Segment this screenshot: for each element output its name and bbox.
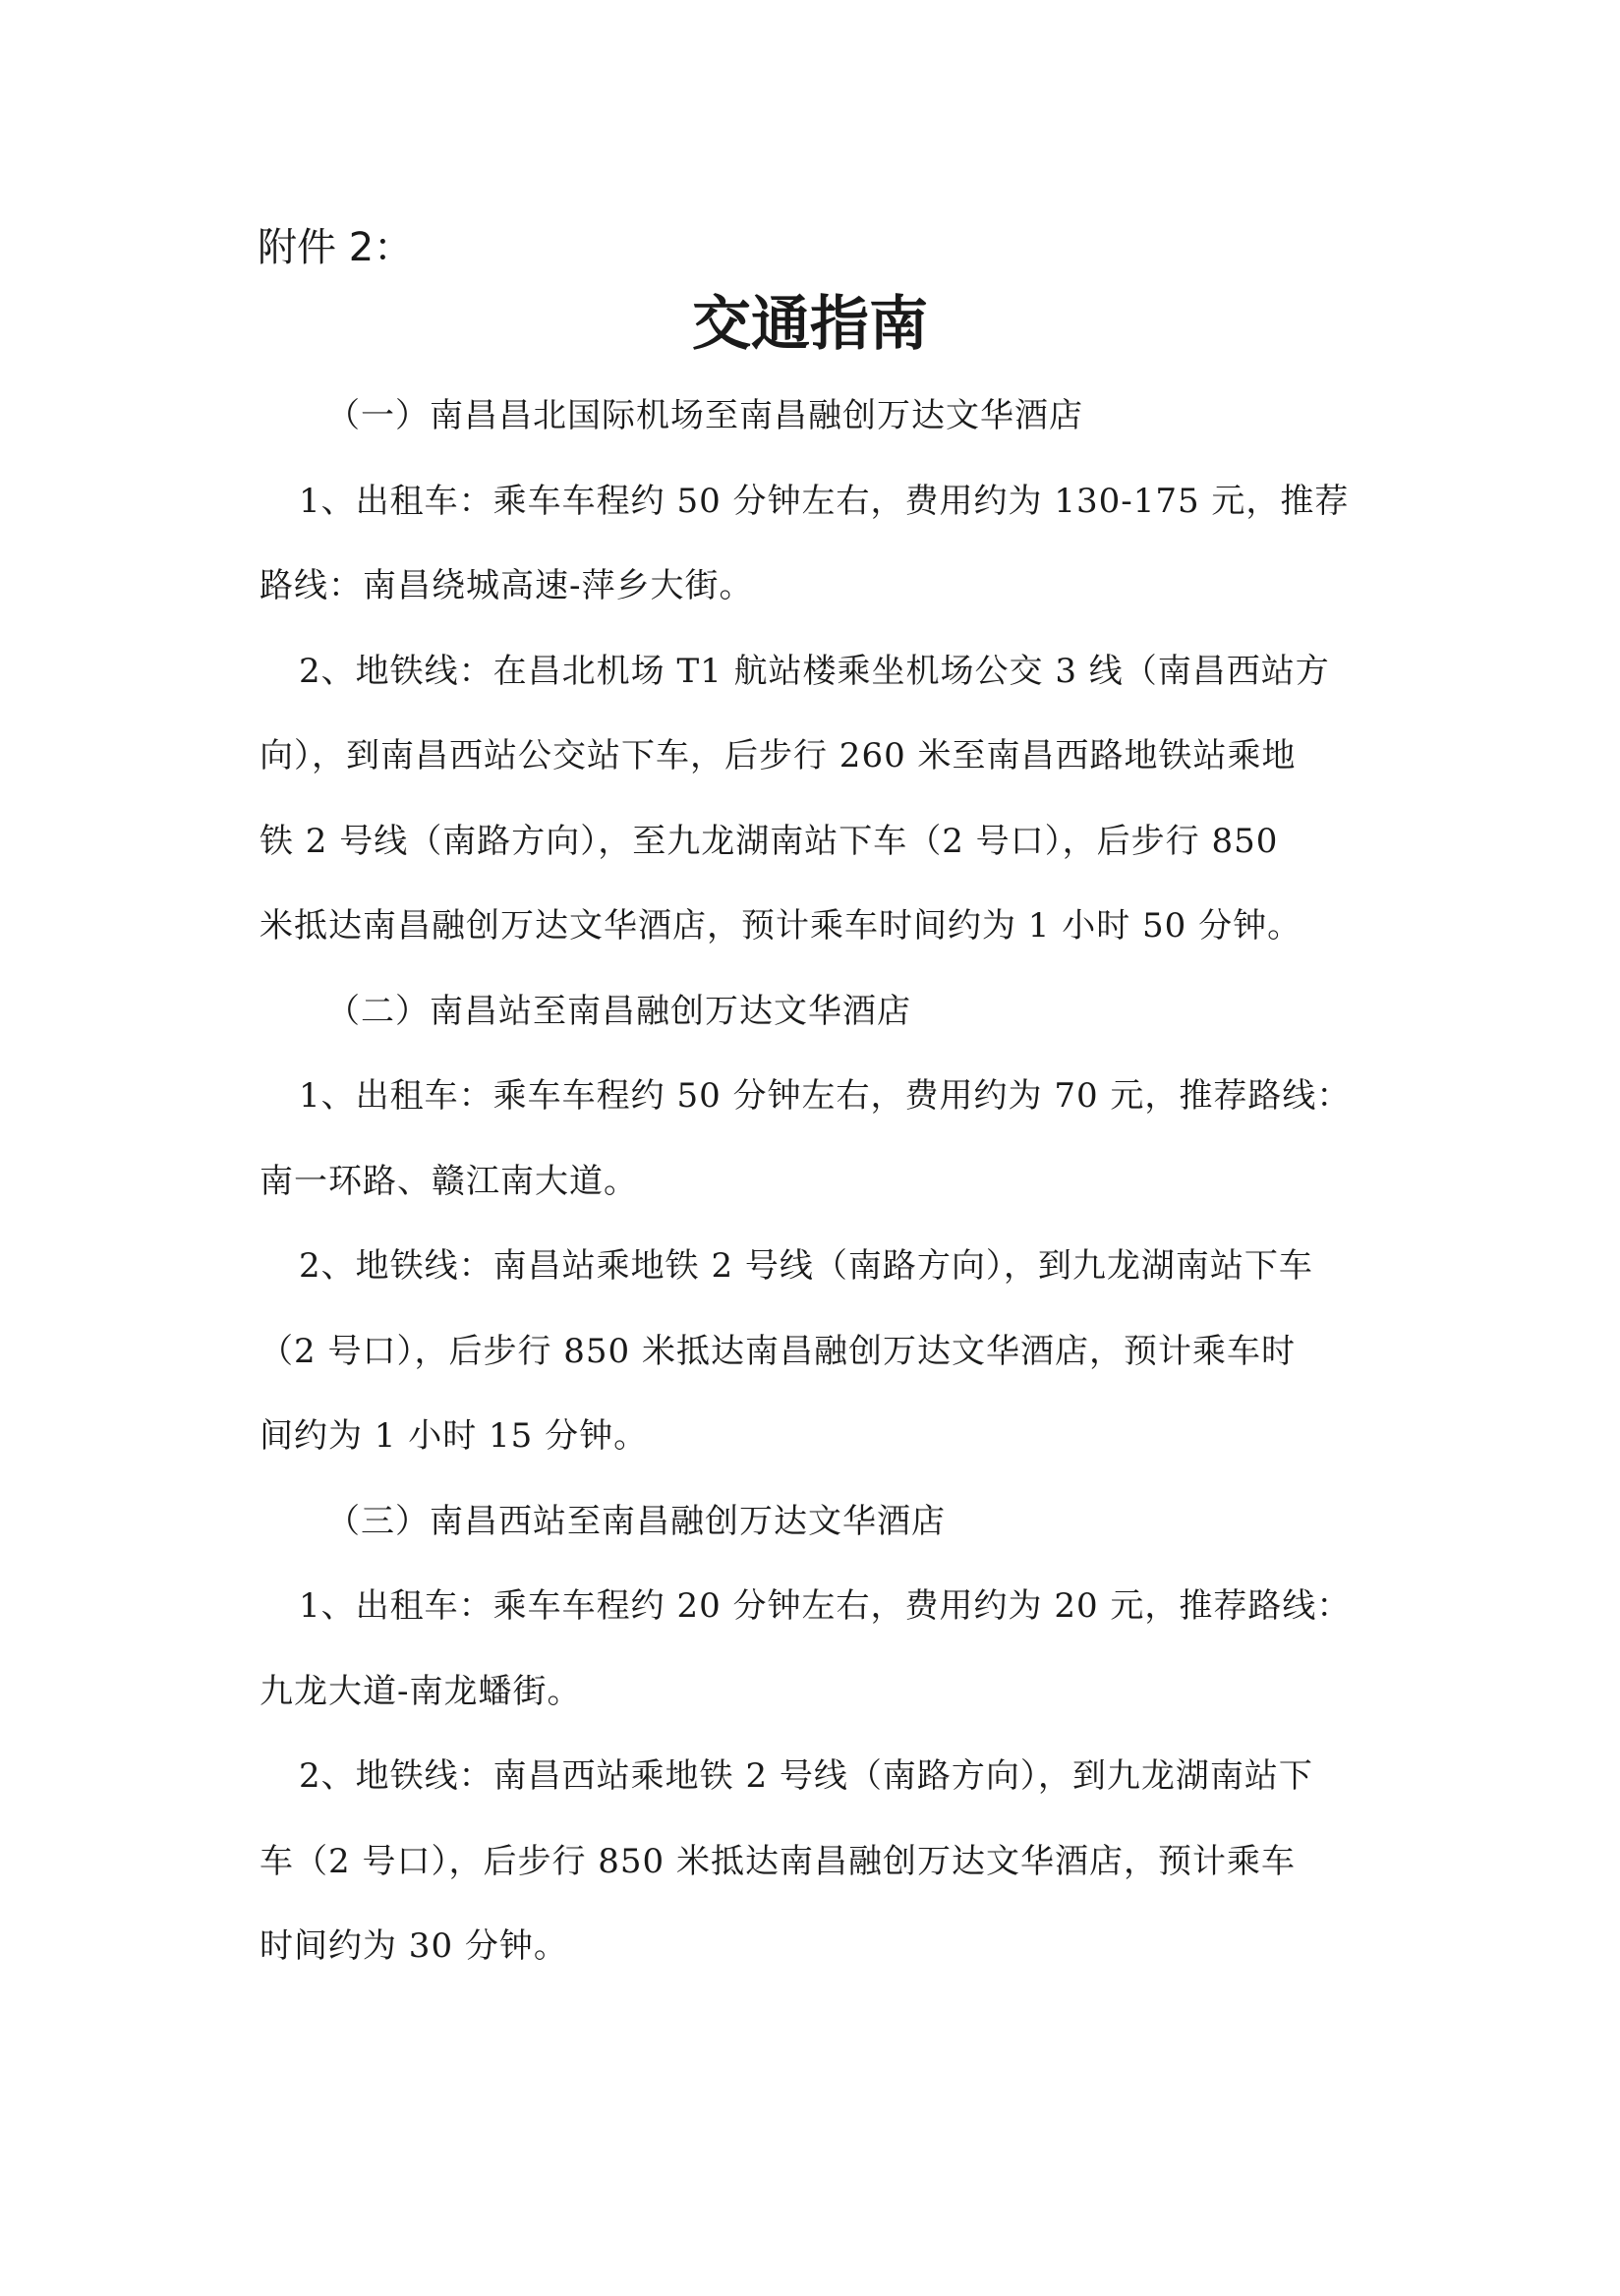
paragraph-nanchang-west-taxi	[260, 1564, 1400, 1734]
paragraph-nanchang-station-metro	[260, 1224, 1400, 1479]
paragraph-airport-metro	[260, 629, 1400, 969]
text-line: 向），到南昌西站公交站下车，后步行 260 米至南昌西路地铁站乘地	[260, 736, 1297, 775]
text-line: 1、出租车：乘车车程约 20 分钟左右，费用约为 20 元，推荐路线：	[299, 1586, 1352, 1626]
text-line: 间约为 1 小时 15 分钟。	[260, 1416, 649, 1456]
section-heading-airport: （一）南昌昌北国际机场至南昌融创万达文华酒店	[326, 396, 1083, 435]
document-body	[260, 373, 1400, 1989]
text-line: 2、地铁线：南昌西站乘地铁 2 号线（南路方向），到九龙湖南站下	[299, 1756, 1313, 1796]
paragraph-airport-taxi	[260, 459, 1400, 629]
text-line: 九龙大道-南龙蟠街。	[260, 1671, 582, 1711]
text-line: 2、地铁线：南昌站乘地铁 2 号线（南路方向），到九龙湖南站下车	[299, 1246, 1313, 1286]
text-line: 车（2 号口），后步行 850 米抵达南昌融创万达文华酒店，预计乘车	[260, 1841, 1296, 1881]
attachment-label: 附件 2：	[258, 225, 414, 270]
text-line: 1、出租车：乘车车程约 50 分钟左右，费用约为 70 元，推荐路线：	[299, 1076, 1352, 1116]
section-airport	[260, 373, 1400, 969]
paragraph-nanchang-station-taxi	[260, 1054, 1400, 1224]
text-line: 2、地铁线：在昌北机场 T1 航站楼乘坐机场公交 3 线（南昌西站方	[299, 651, 1330, 691]
text-line: （2 号口），后步行 850 米抵达南昌融创万达文华酒店，预计乘车时	[260, 1331, 1296, 1371]
section-nanchang-station	[260, 969, 1400, 1479]
text-line: 铁 2 号线（南路方向），至九龙湖南站下车（2 号口），后步行 850	[260, 821, 1279, 861]
section-heading-nanchang-west-station: （三）南昌西站至南昌融创万达文华酒店	[326, 1501, 946, 1541]
text-line: 南一环路、赣江南大道。	[260, 1161, 638, 1201]
paragraph-nanchang-west-metro	[260, 1734, 1400, 1989]
text-line: 时间约为 30 分钟。	[260, 1926, 568, 1966]
section-nanchang-west-station	[260, 1479, 1400, 1989]
section-heading-nanchang-station: （二）南昌站至南昌融创万达文华酒店	[326, 991, 911, 1031]
document-title: 交通指南	[692, 290, 928, 359]
text-line: 米抵达南昌融创万达文华酒店，预计乘车时间约为 1 小时 50 分钟。	[260, 906, 1302, 946]
text-line: 路线：南昌绕城高速-萍乡大街。	[260, 566, 754, 605]
text-line: 1、出租车：乘车车程约 50 分钟左右，费用约为 130-175 元，推荐	[299, 481, 1350, 521]
